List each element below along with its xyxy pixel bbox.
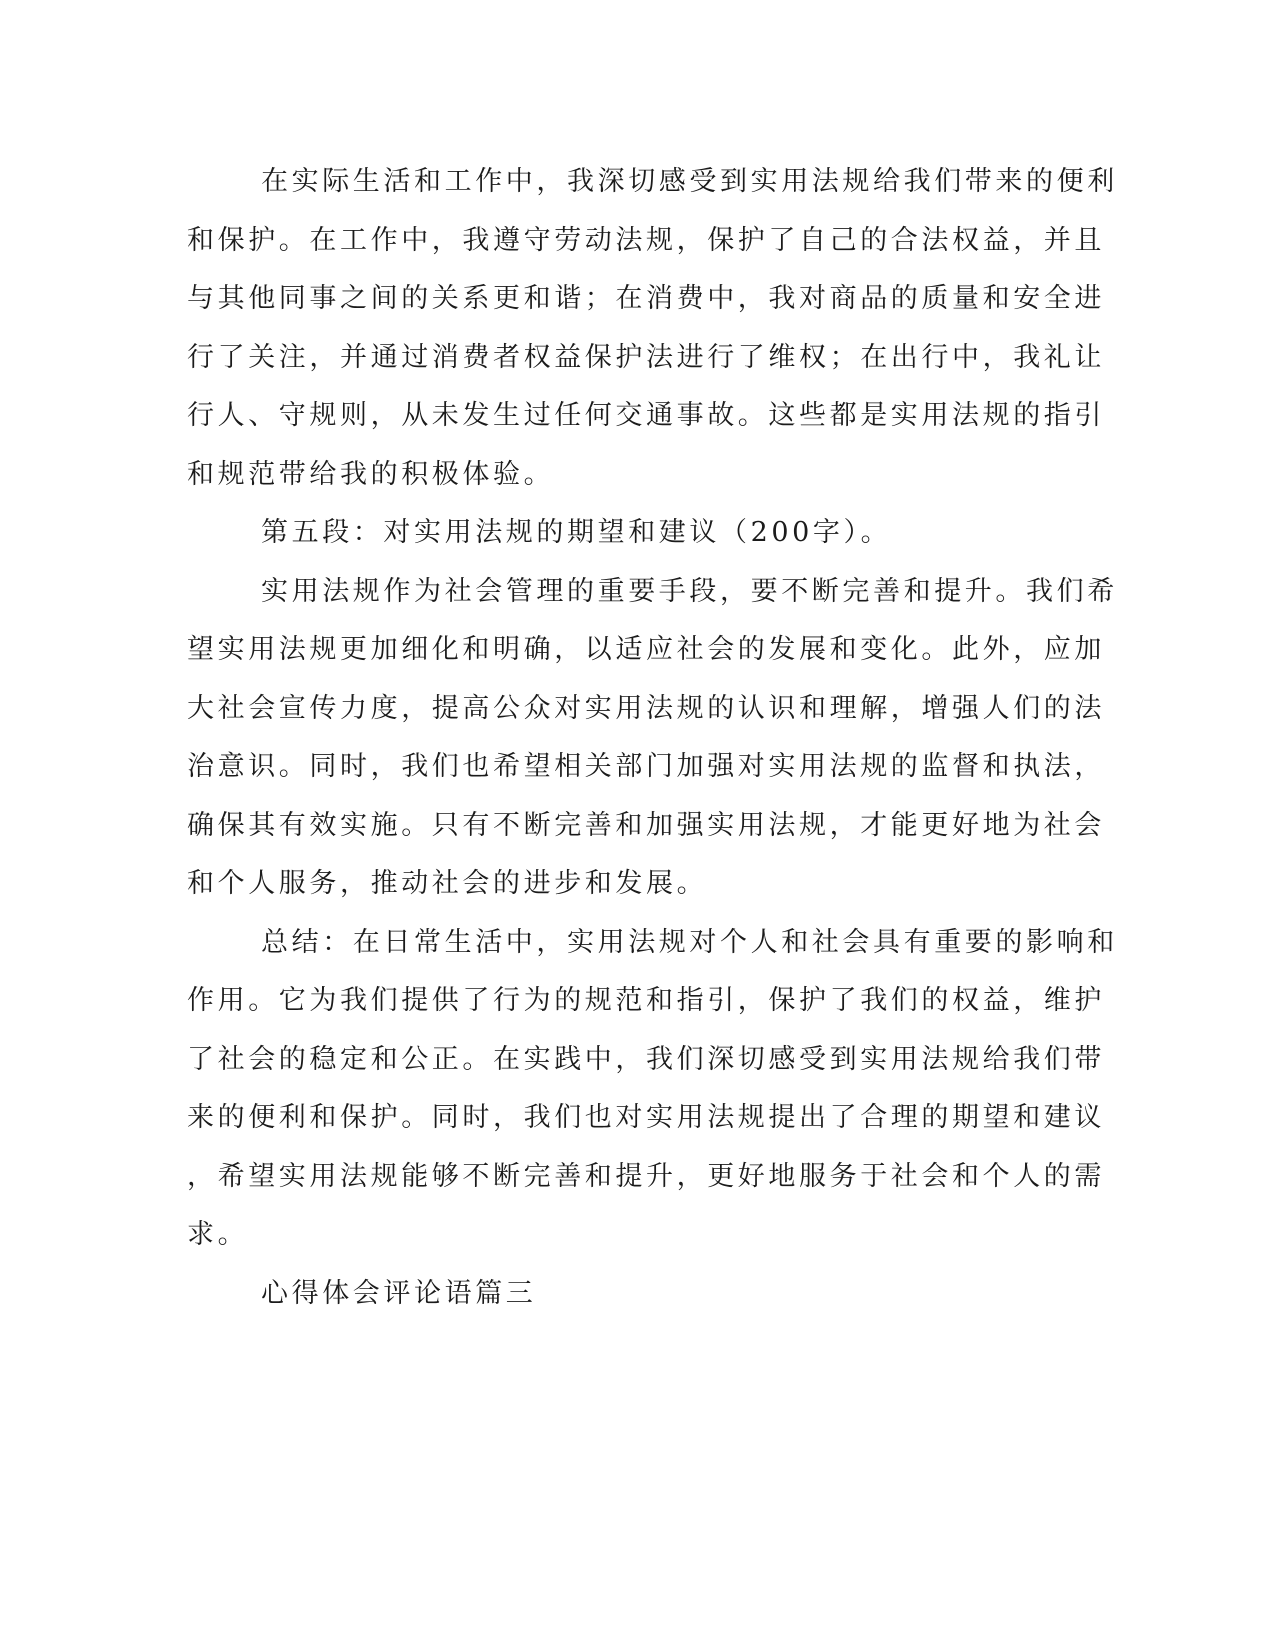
paragraph-line: 大社会宣传力度，提高公众对实用法规的认识和理解，增强人们的法 [187,693,1105,724]
paragraph-line: 和个人服务，推动社会的进步和发展。 [187,868,708,899]
paragraph-line: 治意识。同时，我们也希望相关部门加强对实用法规的监督和执法， [187,751,1105,782]
paragraph-line: 作用。它为我们提供了行为的规范和指引，保护了我们的权益，维护 [187,985,1105,1016]
paragraph-line: 和保护。在工作中，我遵守劳动法规，保护了自己的合法权益，并且 [187,225,1105,256]
paragraph-line: 来的便利和保护。同时，我们也对实用法规提出了合理的期望和建议 [187,1102,1105,1133]
paragraph-line: ，希望实用法规能够不断完善和提升，更好地服务于社会和个人的需 [187,1161,1105,1192]
paragraph-line: 确保其有效实施。只有不断完善和加强实用法规，才能更好地为社会 [187,810,1105,841]
paragraph-line: 与其他同事之间的关系更和谐；在消费中，我对商品的质量和安全进 [187,283,1105,314]
paragraph-line: 和规范带给我的积极体验。 [187,459,555,490]
paragraph-line: 行人、守规则，从未发生过任何交通事故。这些都是实用法规的指引 [187,400,1105,431]
paragraph-line: 在实际生活和工作中，我深切感受到实用法规给我们带来的便利 [261,166,1118,197]
section-heading: 第五段：对实用法规的期望和建议（200字）。 [261,517,892,548]
paragraph-line: 总结：在日常生活中，实用法规对个人和社会具有重要的影响和 [261,927,1118,958]
paragraph-line: 了社会的稳定和公正。在实践中，我们深切感受到实用法规给我们带 [187,1044,1105,1075]
paragraph-line: 行了关注，并通过消费者权益保护法进行了维权；在出行中，我礼让 [187,342,1105,373]
section-title: 心得体会评论语篇三 [261,1278,537,1309]
paragraph-line: 求。 [187,1219,249,1250]
paragraph-line: 望实用法规更加细化和明确，以适应社会的发展和变化。此外，应加 [187,634,1105,665]
paragraph-line: 实用法规作为社会管理的重要手段，要不断完善和提升。我们希 [261,576,1118,607]
